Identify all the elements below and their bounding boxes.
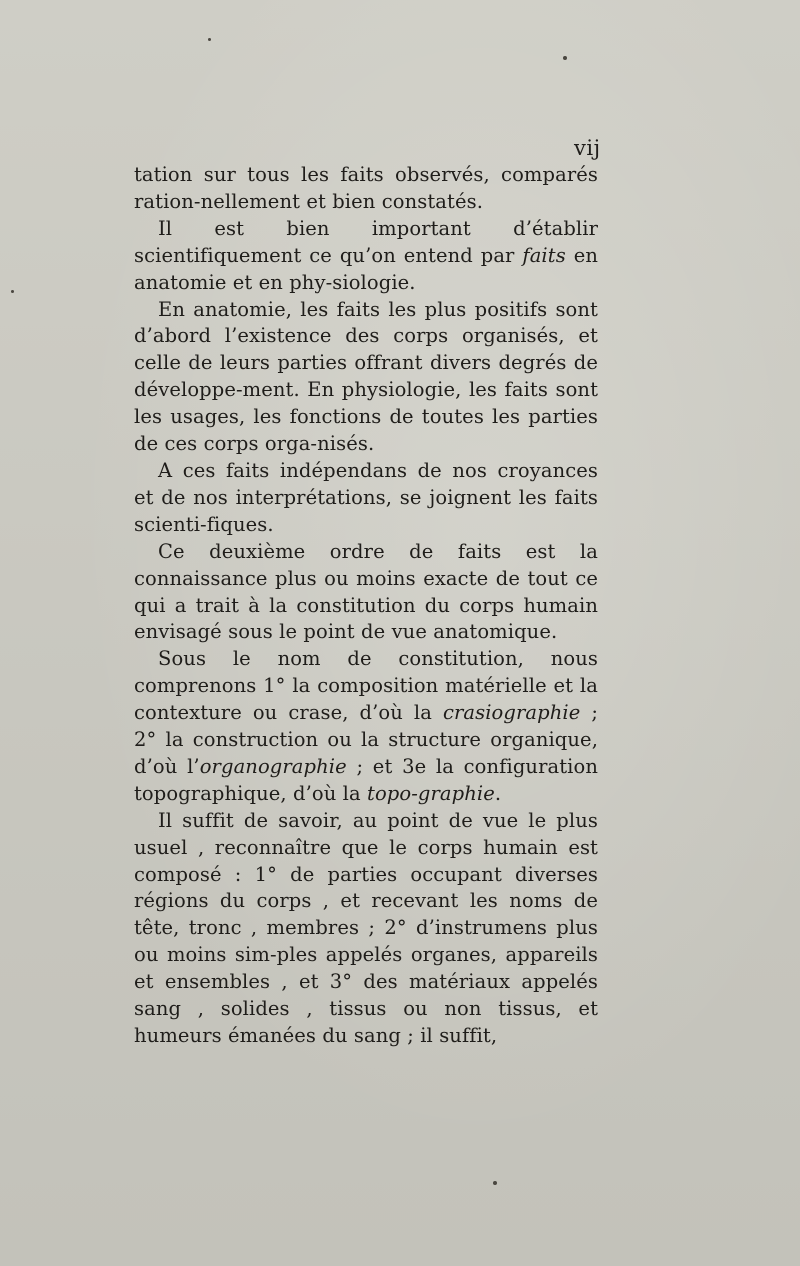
italic-term: organographie [199,754,347,778]
paragraph [134,216,598,297]
text-run: En anatomie, les faits les plus positifs sont d’abord l’existence des corps organisés, et celle de leurs parties offrant divers degrés de développe-ment. En physiologie, les faits sont les usages, les fonctions de toutes les parties de ces corps orga-nisés. [134,297,598,456]
text-run: ; 2° la construction ou la structure organique, d’où l’ [134,701,598,778]
paper-speck [11,290,14,293]
paragraph [134,458,598,539]
text-run: Sous le nom de constitution, nous comprenons 1° la composition matérielle et la contexture ou crase, d’où la [134,647,598,725]
paper-speck [563,56,567,60]
paragraph [134,162,598,216]
text-run: Il suffit de savoir, au point de vue le plus usuel , reconnaître que le corps humain est composé : 1° de parties occupant diverses régions du corps , et recevant les noms de tête, tronc , membres ; 2° d’instrumens plus ou moins sim-ples appelés organes, appareils et ensembles , et 3° des matériaux appelés sang , solides , tissus ou non tissus, et humeurs émanées du sang ; il suffit, [134,808,598,1047]
italic-term: faits [522,243,566,267]
text-run: tation sur tous les faits observés, comparés ration-nellement et bien constatés. [134,163,598,213]
paragraph [134,808,598,1050]
text-run: . [494,781,502,805]
paper-speck [208,38,211,41]
text-run: ; et 3e la configuration topographique, d’où la [134,754,598,805]
body-text [134,162,598,1050]
paragraph [134,646,598,807]
text-run: en anatomie et en phy-siologie. [134,243,598,294]
italic-term: topo-graphie [367,781,495,805]
text-run: A ces faits indépendans de nos croyances et de nos interprétations, se joignent les faits scienti-fiques. [134,458,598,536]
text-run: Il est bien important d’établir scientifiquement ce qu’on entend par [134,216,598,267]
italic-term: crasiographie [442,701,581,725]
paper-speck [493,1181,497,1185]
paragraph [134,539,598,647]
page-number: vij [574,136,601,160]
text-run: Ce deuxième ordre de faits est la connaissance plus ou moins exacte de tout ce qui a trait à la constitution du corps humain envisagé sous le point de vue anatomique. [134,539,598,644]
paragraph [134,297,598,458]
